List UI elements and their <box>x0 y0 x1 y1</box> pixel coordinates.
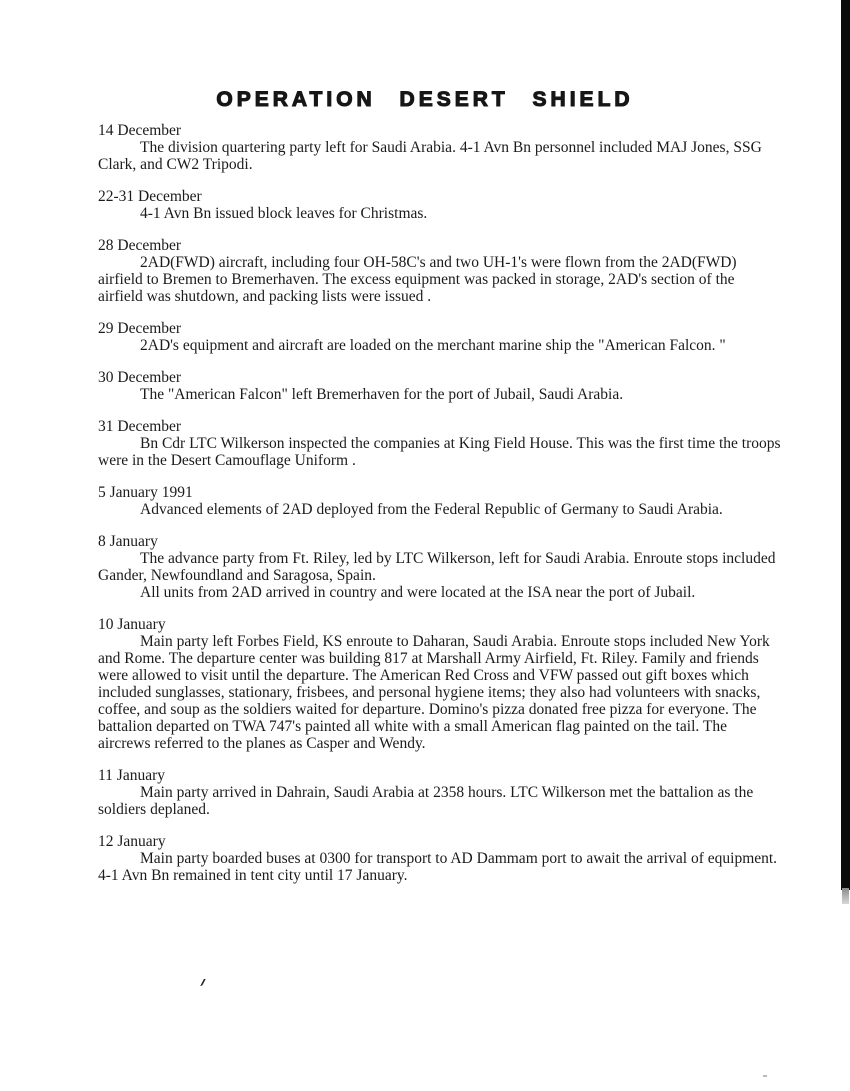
entry-paragraph: Main party boarded buses at 0300 for transport to AD Dammam port to await the arrival of equipment. 4-1 Avn Bn remained in tent city until 17 January. <box>98 850 778 884</box>
entry-paragraph: 2AD(FWD) aircraft, including four OH-58C's and two UH-1's were flown from the 2AD(FWD) airfield to Bremen to Bremerhaven. The excess equipment was packed in storage, 2AD's section of the airfield was shutdown, and packing lists were issued . <box>98 254 737 305</box>
entry-date: 8 January <box>98 533 158 550</box>
entry-paragraph: 2AD's equipment and aircraft are loaded on the merchant marine ship the "American Falcon. " <box>140 337 726 354</box>
entry-paragraph: The advance party from Ft. Riley, led by LTC Wilkerson, left for Saudi Arabia. Enroute stops included Gander, Newfoundland and Saragosa, Spain. <box>98 550 776 584</box>
entry-paragraph: 4-1 Avn Bn issued block leaves for Christmas. <box>140 205 428 222</box>
scan-speck-artifact <box>195 979 206 986</box>
log-entry <box>98 188 782 222</box>
entry-date: 28 December <box>98 237 182 254</box>
entry-date: 31 December <box>98 418 182 435</box>
document-body <box>98 122 782 899</box>
entry-paragraph: All units from 2AD arrived in country and were located at the ISA near the port of Jubail. <box>140 584 696 601</box>
scan-edge-fade-artifact <box>842 888 849 904</box>
log-entry <box>98 616 782 752</box>
entry-date: 29 December <box>98 320 182 337</box>
log-entry <box>98 237 782 305</box>
entry-date: 14 December <box>98 122 182 139</box>
entry-paragraph: Bn Cdr LTC Wilkerson inspected the companies at King Field House. This was the first time the troops were in the Desert Camouflage Uniform . <box>98 435 781 469</box>
log-entry <box>98 767 782 818</box>
entry-paragraph: Main party arrived in Dahrain, Saudi Arabia at 2358 hours. LTC Wilkerson met the battalion as the soldiers deplaned. <box>98 784 754 818</box>
log-entry <box>98 369 782 403</box>
entry-paragraph: The "American Falcon" left Bremerhaven for the port of Jubail, Saudi Arabia. <box>140 386 624 403</box>
entry-paragraph: Main party left Forbes Field, KS enroute to Daharan, Saudi Arabia. Enroute stops included New York and Rome. The departure center was building 817 at Marshall Army Airfield, Ft. Riley. Family and friends were allowed to visit until the departure. The American Red Cross and VFW passed out gift boxes which included sunglasses, stationary, frisbees, and personal hygiene items; they also had volunteers with snacks, coffee, and soup as the soldiers waited for departure. Domino's pizza donated free pizza for everyone. The battalion departed on TWA 747's painted all white with a small American flag painted on the tail. The aircrews referred to the planes as Casper and Wendy. <box>98 633 770 752</box>
entry-date: 12 January <box>98 833 166 850</box>
scan-edge-artifact <box>841 0 850 890</box>
entry-date: 5 January 1991 <box>98 484 193 501</box>
entry-paragraph: The division quartering party left for Saudi Arabia. 4-1 Avn Bn personnel included MAJ Jones, SSG Clark, and CW2 Tripodi. <box>98 139 762 173</box>
log-entry <box>98 533 782 601</box>
log-entry <box>98 122 782 173</box>
document-title: OPERATION DESERT SHIELD <box>216 88 634 111</box>
log-entry <box>98 418 782 469</box>
entry-date: 30 December <box>98 369 182 386</box>
entry-date: 10 January <box>98 616 166 633</box>
entry-paragraph: Advanced elements of 2AD deployed from the Federal Republic of Germany to Saudi Arabia. <box>140 501 723 518</box>
entry-date: 22-31 December <box>98 188 202 205</box>
log-entry <box>98 833 782 884</box>
scan-speck-artifact <box>763 1075 767 1077</box>
entry-date: 11 January <box>98 767 166 784</box>
log-entry <box>98 484 782 518</box>
log-entry <box>98 320 782 354</box>
